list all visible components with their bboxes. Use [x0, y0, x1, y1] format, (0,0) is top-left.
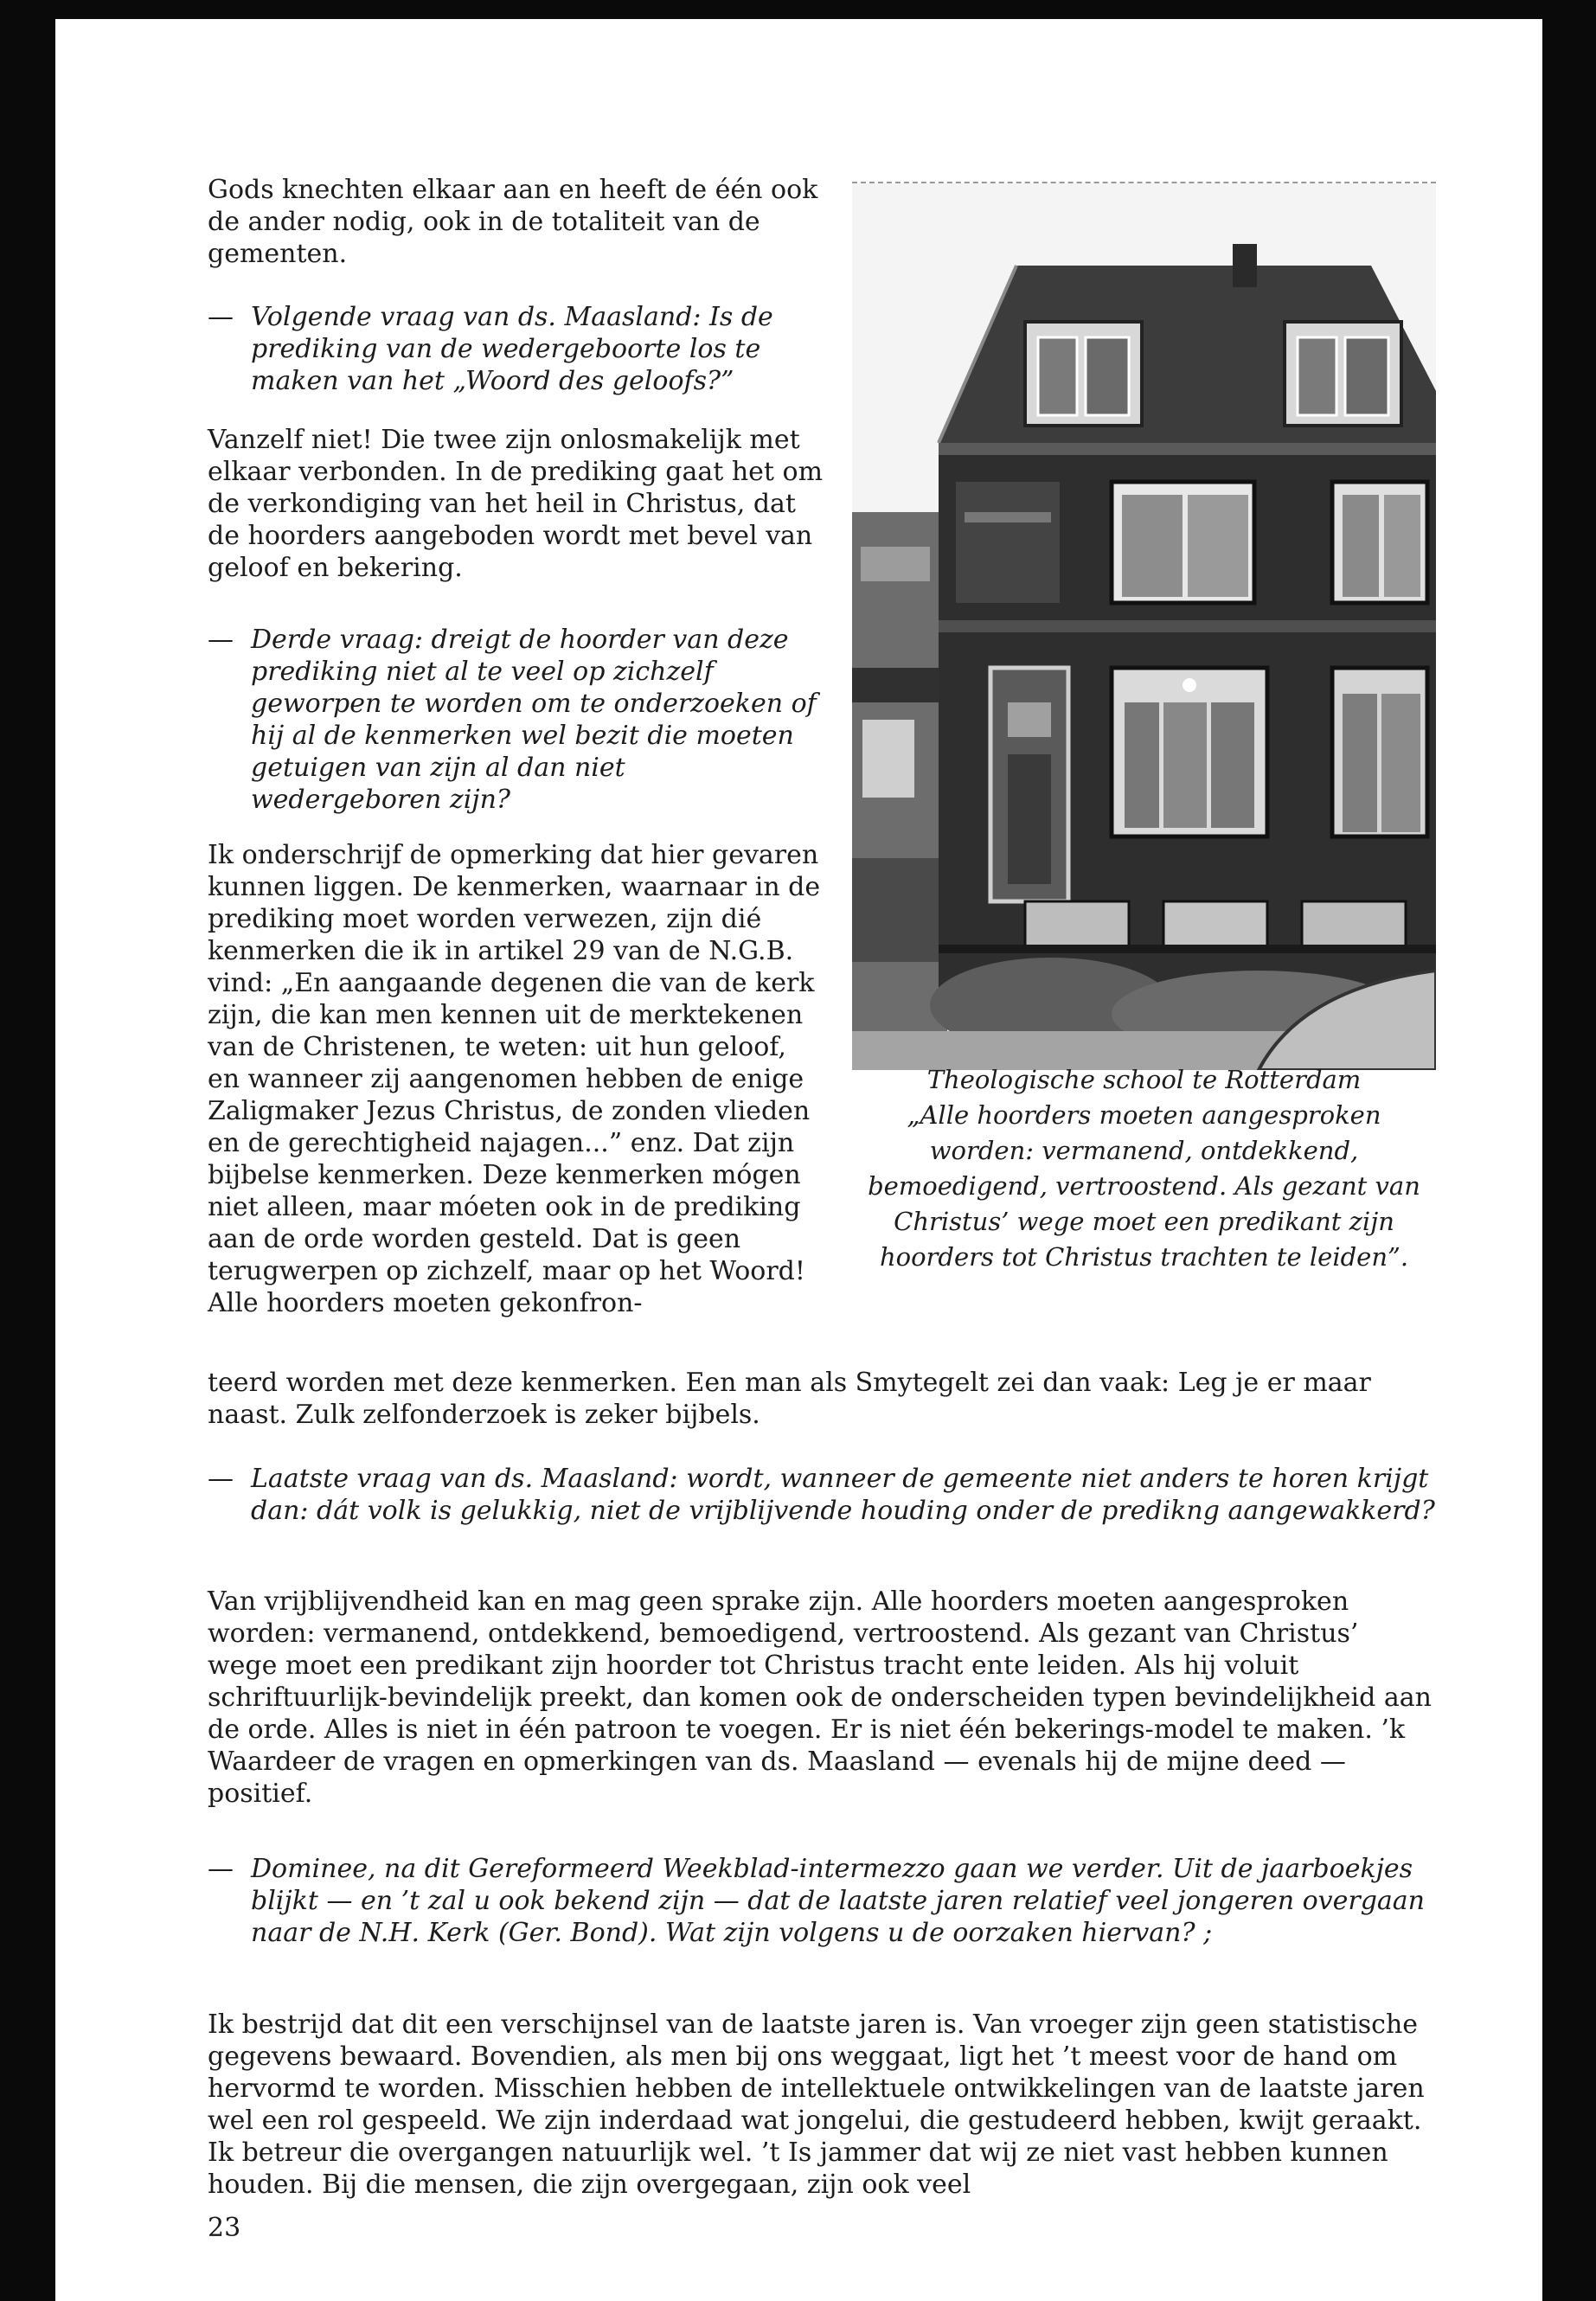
caption-quote: „Alle hoorders moeten aangesproken worden: vermanend, ontdekkend, bemoedigend, vertroostend. Als gezant van Christus’ wege moet een predikant zijn hoorders tot Christus trachten te leiden”.	[868, 1100, 1420, 1272]
question-1-text: Volgende vraag van ds. Maasland: Is de prediking van de wedergeboorte los te maken van het „Woord des geloofs?”	[251, 302, 773, 396]
question-2-text: Derde vraag: dreigt de hoorder van deze prediking niet al te veel op zichzelf geworpen te worden om te onderzoeken of hij al de kenmerken wel bezit die moeten getuigen van zijn al dan niet wedergeboren zijn?	[251, 625, 817, 815]
question-4-text: Dominee, na dit Gereformeerd Weekblad-intermezzo gaan we verder. Uit de jaarboekjes blijkt — en ’t zal u ook bekend zijn — dat de laatste jaren relatief veel jongeren overgaan naar de N.H. Kerk (Ger. Bond). Wat zijn volgens u de oorzaken hiervan? ;	[251, 1854, 1425, 1948]
question-2	[208, 624, 824, 816]
building-illustration	[852, 183, 1436, 1070]
question-4	[208, 1853, 1436, 1949]
question-dash: —	[208, 625, 234, 655]
answer-3: Van vrijblijvendheid kan en mag geen sprake zijn. Alle hoorders moeten aangesproken worden: vermanend, ontdekkend, bemoedigend, vertroostend. Als gezant van Christus’ wege moet een predikant zijn hoorder tot Christus tracht ente leiden. Als hij voluit schriftuurlijk-bevindelijk preekt, dan komen ook de onderscheiden typen bevindelijkheid aan de orde. Alles is niet in één patroon te voegen. Er is niet één bekerings-model te maken. ’k Waardeer de vragen en opmerkingen van ds. Maasland — evenals hij de mijne deed — positief.	[208, 1586, 1432, 1809]
building-photo	[852, 182, 1436, 1070]
answer-1: Vanzelf niet! Die twee zijn onlosmakelijk met elkaar verbonden. In de prediking gaat het om de verkondiging van het heil in Christus, dat de hoorders aangeboden wordt met bevel van geloof en bekering.	[208, 425, 824, 583]
question-dash: —	[208, 1464, 234, 1494]
answer-4: Ik bestrijd dat dit een verschijnsel van de laatste jaren is. Van vroeger zijn geen statistische gegevens bewaard. Bovendien, als men bij ons weggaat, ligt het ’t meest voor de hand om hervormd te worden. Misschien hebben de intellektuele ontwikkelingen van de laatste jaren wel een rol gespeeld. We zijn inderdaad wat jongelui, die gestudeerd hebben, kwijt geraakt. Ik betreur die overgangen natuurlijk wel. ’t Is jammer dat wij ze niet vast hebben kunnen houden. Bij die mensen, die zijn overgegaan, zijn ook veel	[208, 2009, 1425, 2200]
question-dash: —	[208, 1854, 234, 1884]
photo-caption	[852, 1062, 1436, 1275]
scan-border-right	[1542, 0, 1596, 2301]
question-1	[208, 301, 824, 397]
question-dash: —	[208, 302, 234, 332]
caption-title: Theologische school te Rotterdam	[926, 1065, 1362, 1094]
question-3-text: Laatste vraag van ds. Maasland: wordt, wanneer de gemeente niet anders te horen krijgt dan: dát volk is gelukkig, niet de vrijblijvende houding onder de predikng aangewakkerd?	[251, 1464, 1435, 1526]
question-3	[208, 1463, 1436, 1527]
scan-border-left	[0, 0, 55, 2301]
answer-2-continued: teerd worden met deze kenmerken. Een man als Smytegelt zei dan vaak: Leg je er maar naast. Zulk zelfonderzoek is zeker bijbels.	[208, 1368, 1371, 1430]
paragraph-intro: Gods knechten elkaar aan en heeft de één ook de ander nodig, ook in de totaliteit van de gementen.	[208, 175, 818, 269]
scan-border-top	[0, 0, 1596, 19]
answer-2: Ik onderschrijf de opmerking dat hier gevaren kunnen liggen. De kenmerken, waarnaar in de prediking moet worden verwezen, zijn dié kenmerken die ik in artikel 29 van de N.G.B. vind: „En aangaande degenen die van de kerk zijn, die kan men kennen uit de merktekenen van de Christenen, te weten: uit hun geloof, en wanneer zij aangenomen hebben de enige Zaligmaker Jezus Christus, de zonden vlieden en de gerechtigheid najagen...” enz. Dat zijn bijbelse kenmerken. Deze kenmerken mógen niet alleen, maar móeten ook in de prediking aan de orde worden gesteld. Dat is geen terugwerpen op zichzelf, maar op het Woord! Alle hoorders moeten gekonfron-	[208, 840, 821, 1318]
page-number: 23	[208, 2213, 241, 2243]
